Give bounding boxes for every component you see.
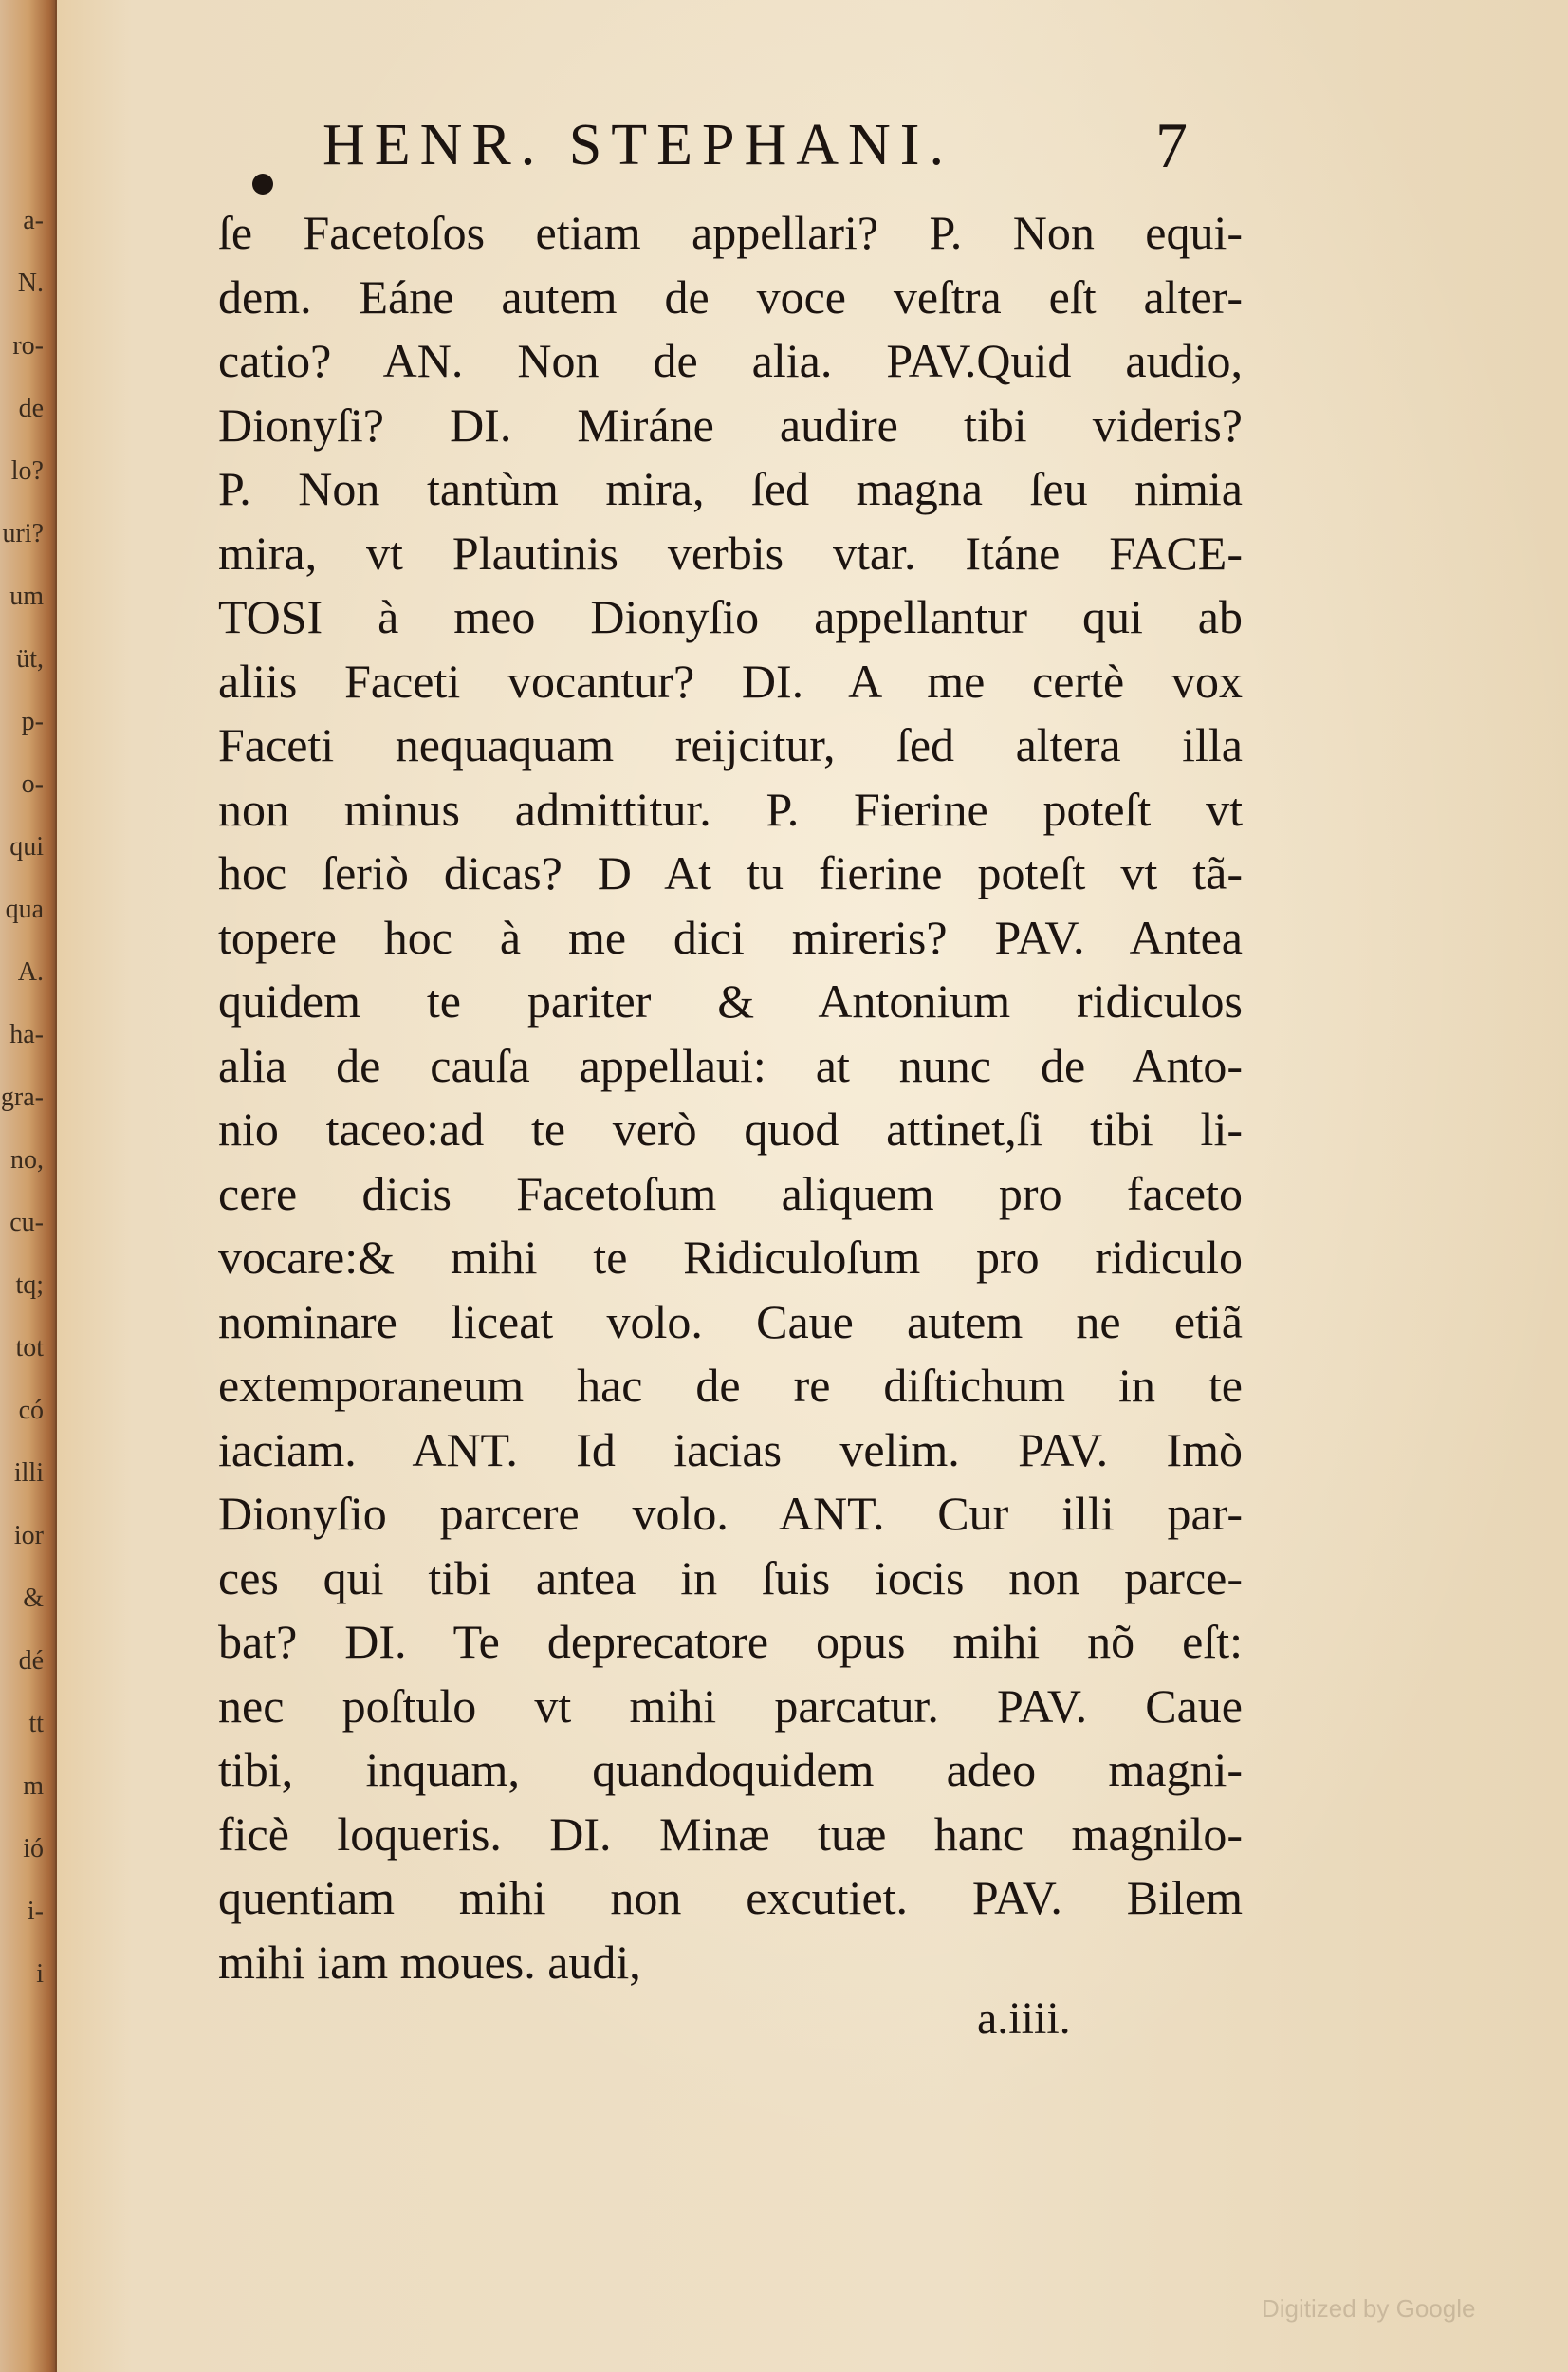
text-line: ficè loqueris. DI. Minæ tuæ hanc magnilo- [218,1807,1243,1861]
text-line: ces qui tibi antea in ſuis iocis non parce- [218,1550,1243,1604]
facing-fragment: i [36,1959,44,1989]
text-line: catio? AN. Non de alia. PAV.Quid audio, [218,334,1243,387]
facing-fragment: um [9,582,44,611]
facing-fragment: N. [17,269,44,298]
text-line: TOSI à meo Dionyſio appellantur qui ab [218,590,1243,643]
facing-fragment: uri? [2,519,44,548]
text-line: dem. Eáne autem de voce veſtra eſt alter- [218,269,1243,324]
facing-fragment: de [18,394,44,423]
body-text [218,201,1243,1994]
facing-fragment: lo? [10,456,44,486]
text-line: topere hoc à me dici mireris? PAV. Antea [218,910,1243,964]
facing-fragment: tt [28,1709,44,1738]
facing-fragment: üt, [16,644,44,674]
facing-fragment: m [23,1771,44,1801]
facing-fragment: dé [18,1646,44,1676]
text-line: vocare:& mihi te Ridiculoſum pro ridiculo [218,1231,1243,1284]
text-line: quidem te pariter & Antonium ridiculos [218,974,1243,1028]
facing-fragment: ior [13,1521,44,1550]
text-line: Dionyſi? DI. Miráne audire tibi videris? [218,398,1243,452]
text-line: Faceti nequaquam reijcitur, ſed altera illa [218,718,1243,771]
text-line: mihi iam moues. audi, [218,1935,641,1989]
facing-fragment: tot [15,1333,44,1362]
facing-fragment: qua [5,895,44,924]
text-line: nominare liceat volo. Caue autem ne etiã [218,1294,1243,1348]
facing-fragment: illi [13,1458,44,1488]
facing-fragment: o- [21,769,44,799]
facing-fragment: no, [10,1145,44,1175]
text-line: quentiam mihi non excutiet. PAV. Bilem [218,1871,1243,1924]
text-line: nec poſtulo vt mihi parcatur. PAV. Caue [218,1678,1243,1733]
ink-blot [252,174,273,195]
text-line: Dionyſio parcere volo. ANT. Cur illi par- [218,1487,1243,1540]
text-line: bat? DI. Te deprecatore opus mihi nõ eſt: [218,1615,1243,1668]
text-line: mira, vt Plautinis verbis vtar. Itáne FACE- [218,526,1243,580]
text-line: hoc ſeriò dicas? D At tu fierine poteſt vt tã- [218,846,1243,899]
text-line: tibi, inquam, quandoquidem adeo magni- [218,1743,1243,1796]
facing-fragment: cu- [9,1208,44,1237]
facing-fragment: có [18,1396,44,1425]
running-title: HENR. STEPHANI. [323,113,953,177]
page-number: 7 [1155,109,1188,181]
text-line: ſe Facetoſos etiam appellari? P. Non equi- [218,206,1243,259]
text-line: non minus admittitur. P. Fierine poteſt vt [218,782,1243,836]
facing-fragment: & [23,1584,44,1613]
text-line: cere dicis Facetoſum aliquem pro faceto [218,1166,1243,1220]
text-line: alia de cauſa appellaui: at nunc de Anto- [218,1038,1243,1092]
facing-fragment: ió [23,1834,44,1863]
watermark: Digitized by Google [1262,2294,1476,2323]
facing-fragment: i- [27,1897,44,1926]
facing-fragment: gra- [0,1083,44,1112]
facing-fragment: ro- [12,331,44,361]
facing-fragment: tq; [15,1270,44,1300]
facing-fragment: qui [9,832,44,862]
text-line: nio taceo:ad te verò quod attinet,ſi tibi li- [218,1103,1243,1156]
text-line: aliis Faceti vocantur? DI. A me certè vox [218,654,1243,708]
facing-fragment: p- [21,707,44,736]
signature-mark: a.iiii. [977,1993,1071,2044]
facing-fragment: A. [17,957,44,987]
text-line: extemporaneum hac de re diſtichum in te [218,1359,1243,1412]
facing-fragment: ha- [9,1020,44,1049]
text-line: P. Non tantùm mira, ſed magna ſeu nimia [218,462,1243,515]
text-line: iaciam. ANT. Id iacias velim. PAV. Imò [218,1422,1243,1476]
facing-page-fragments [0,190,49,2049]
facing-fragment: a- [23,206,44,235]
